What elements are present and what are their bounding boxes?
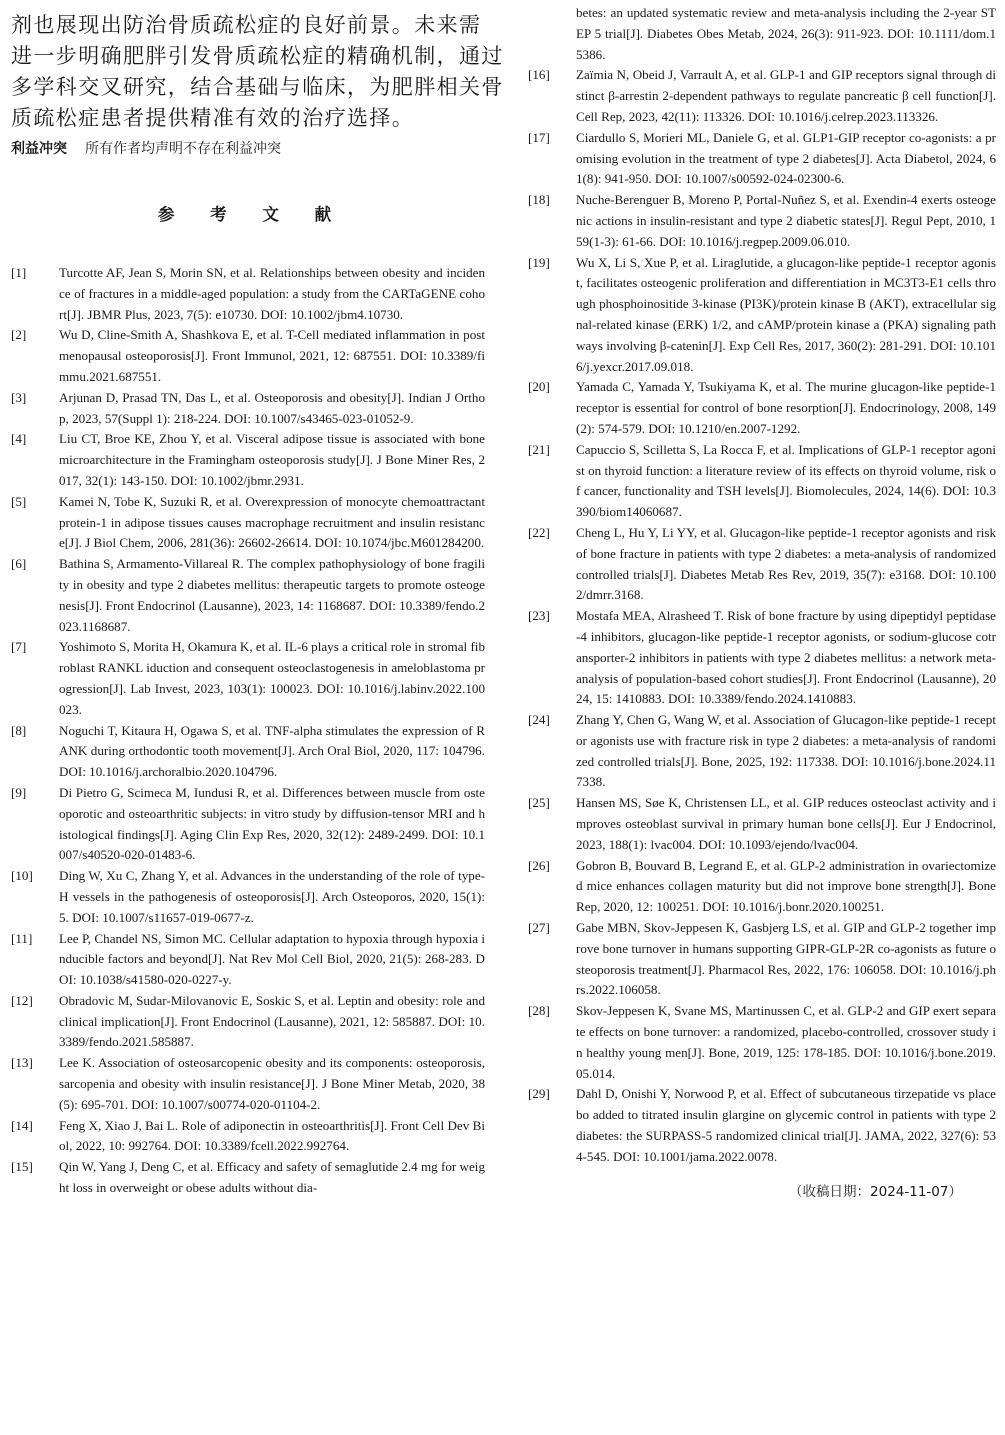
reference-item — [11, 721, 485, 783]
reference-text: Cheng L, Hu Y, Li YY, et al. Glucagon-like peptide-1 receptor agonists and risk of bone fracture in patients with type 2 diabetes: a meta-analysis of randomized controlled trials[J]. Diabetes Metab Res Rev, 2019, 35(7): e3168. DOI: 10.1002/dmrr.3168. — [576, 524, 996, 603]
reference-item — [528, 253, 996, 378]
reference-number: [18] — [528, 192, 550, 208]
reference-item — [11, 783, 485, 866]
reference-item — [528, 440, 996, 523]
reference-item — [528, 128, 996, 190]
reference-item — [528, 190, 996, 252]
reference-text: Capuccio S, Scilletta S, La Rocca F, et al. Implications of GLP-1 receptor agonist on thyroid function: a literature review of its effects on thyroid volume, risk of cancer, functionality and TSH levels[J]. Biomolecules, 2024, 14(6). DOI: 10.3390/biom14060687. — [576, 441, 996, 520]
reference-number: [12] — [11, 992, 33, 1008]
reference-item — [11, 429, 485, 491]
reference-item — [528, 65, 996, 127]
reference-number: [17] — [528, 129, 550, 145]
reference-number: [7] — [11, 639, 27, 655]
reference-text: Lee P, Chandel NS, Simon MC. Cellular adaptation to hypoxia through hypoxia inducible factors and beyond[J]. Nat Rev Mol Cell Biol, 2020, 21(5): 268-283. DOI: 10.1038/s41580-020-0227-y. — [59, 930, 485, 988]
reference-text: Mostafa MEA, Alrasheed T. Risk of bone fracture by using dipeptidyl peptidase-4 inhibitors, glucagon-like peptide-1 receptor agonists, or sodium-glucose cotransporter-2 inhibitors in patients with type 2 diabetes mellitus: a network meta-analysis of population-based cohort studies[J]. Front Endocrinol (Lausanne), 2024, 15: 1410883. DOI: 10.3389/fendo.2024.1410883. — [576, 608, 996, 707]
reference-text: Gobron B, Bouvard B, Legrand E, et al. GLP-2 administration in ovariectomized mice enhances collagen maturity but did not improve bone strength[J]. Bone Rep, 2020, 12: 100251. DOI: 10.1016/j.bonr.2020.100251. — [576, 857, 996, 915]
reference-number: [10] — [11, 868, 33, 884]
reference-text: Zaïmia N, Obeid J, Varrault A, et al. GLP-1 and GIP receptors signal through distinct β-arrestin 2-dependent pathways to regulate pancreatic β cell function[J]. Cell Rep, 2023, 42(11): 113326. DOI: 10.1016/j.celrep.2023.113326. — [576, 67, 996, 124]
reference-text: Noguchi T, Kitaura H, Ogawa S, et al. TNF-alpha stimulates the expression of RANK during orthodontic tooth movement[J]. Arch Oral Biol, 2020, 117: 104796. DOI: 10.1016/j.archoralbio.2020.104796. — [59, 722, 485, 780]
reference-text: Qin W, Yang J, Deng C, et al. Efficacy and safety of semaglutide 2.4 mg for weight loss in overweight or obese adults without dia- — [59, 1159, 485, 1196]
reference-number: [23] — [528, 608, 550, 624]
intro-line: 剂也展现出防治骨质疏松症的良好前景。未来需 — [11, 13, 482, 37]
reference-number: [6] — [11, 556, 27, 572]
reference-item — [11, 1053, 485, 1115]
reference-item — [11, 929, 485, 991]
reference-item — [528, 1084, 996, 1167]
conflict-of-interest — [11, 139, 485, 159]
conflict-of-interest-label: 利益冲突 — [11, 141, 67, 157]
references-heading: 参 考 文 献 — [157, 205, 347, 224]
reference-number: [3] — [11, 389, 27, 405]
reference-number: [1] — [11, 265, 27, 280]
reference-item — [528, 793, 996, 855]
reference-list-left — [11, 263, 485, 1199]
reference-text: Wu D, Cline-Smith A, Shashkova E, et al. T-Cell mediated inflammation in postmenopausal osteoporosis[J]. Front Immunol, 2021, 12: 687551. DOI: 10.3389/fimmu.2021.687551. — [59, 327, 485, 384]
reference-continuation: betes: an updated systematic review and meta-analysis including the 2-year STEP 5 trial[J]. Diabetes Obes Metab, 2024, 26(3): 911-923. DOI: 10.1111/dom.15386. — [576, 5, 996, 62]
right-column — [528, 0, 996, 1200]
reference-number: [22] — [528, 524, 550, 540]
reference-item — [11, 866, 485, 928]
conflict-of-interest-text: 所有作者均声明不存在利益冲突 — [85, 141, 281, 157]
reference-item — [11, 1157, 485, 1199]
reference-number: [25] — [528, 795, 550, 811]
reference-number: [15] — [11, 1159, 33, 1175]
reference-item — [528, 710, 996, 793]
reference-text: Nuche-Berenguer B, Moreno P, Portal-Nuñez S, et al. Exendin-4 exerts osteogenic actions in insulin-resistant and type 2 diabetic states[J]. Regul Pept, 2010, 159(1-3): 61-66. DOI: 10.1016/j.regpep.2009.06.010. — [576, 192, 996, 249]
intro-line: 质疏松症患者提供精准有效的治疗选择。 — [11, 106, 415, 130]
reference-item — [11, 388, 485, 430]
reference-number: [24] — [528, 712, 550, 728]
reference-text: Arjunan D, Prasad TN, Das L, et al. Osteoporosis and obesity[J]. Indian J Orthop, 2023, 57(Suppl 1): 218-224. DOI: 10.1007/s43465-023-01052-9. — [59, 389, 485, 426]
reference-item — [528, 918, 996, 1001]
reference-text: Yoshimoto S, Morita H, Okamura K, et al. IL-6 plays a critical role in stromal fibroblast RANKL iduction and consequent osteoclastogenesis in ameloblastoma progression[J]. Lab Invest, 2023, 103(1): 100023. DOI: 10.1016/j.labinv.2022.100023. — [59, 639, 485, 717]
reference-number: [8] — [11, 722, 27, 738]
reference-number: [28] — [528, 1003, 550, 1019]
reference-text: Gabe MBN, Skov-Jeppesen K, Gasbjerg LS, et al. GIP and GLP-2 together improve bone turnover in humans supporting GIPR-GLP-2R co-agonists as future osteoporosis treatment[J]. Pharmacol Res, 2022, 176: 106058. DOI: 10.1016/j.phrs.2022.106058. — [576, 920, 996, 998]
left-column — [11, 0, 504, 1199]
reference-list-right — [528, 65, 996, 1167]
reference-number: [2] — [11, 327, 27, 343]
reference-item — [11, 325, 485, 387]
reference-text: Turcotte AF, Jean S, Morin SN, et al. Relationships between obesity and incidence of fractures in a middle-aged population: a study from the CARTaGENE cohort[J]. JBMR Plus, 2023, 7(5): e10730. DOI: 10.1002/jbm4.10730. — [59, 265, 485, 322]
reference-item — [11, 263, 485, 325]
reference-text: Wu X, Li S, Xue P, et al. Liraglutide, a glucagon-like peptide-1 receptor agonist, facilitates osteogenic proliferation and differentiation in MC3T3-E1 cells through phosphoinositide 3-kinase (PI3K)/protein kinase B (AKT), extracellular signal-related kinase (ERK) 1/2, and cAMP/protein kinase a (PKA) signaling pathways involving β-catenin[J]. Exp Cell Res, 2017, 360(2): 281-291. DOI: 10.1016/j.yexcr.2017.09.018. — [576, 254, 996, 374]
reference-text: Zhang Y, Chen G, Wang W, et al. Association of Glucagon-like peptide-1 receptor agonists use with fracture risk in type 2 diabetes: a meta-analysis of randomized controlled trials[J]. Bone, 2025, 192: 117338. DOI: 10.1016/j.bone.2024.117338. — [576, 712, 996, 790]
reference-text: Hansen MS, Søe K, Christensen LL, et al. GIP reduces osteoclast activity and improves osteoblast survival in primary human bone cells[J]. Eur J Endocrinol, 2023, 188(1): lvac004. DOI: 10.1093/ejendo/lvac004. — [576, 795, 996, 852]
reference-text: Bathina S, Armamento-Villareal R. The complex pathophysiology of bone fragility in obesity and type 2 diabetes mellitus: therapeutic targets to promote osteogenesis[J]. Front Endocrinol (Lausanne), 2023, 14: 1168687. DOI: 10.3389/fendo.2023.1168687. — [59, 556, 485, 634]
reference-text: Obradovic M, Sudar-Milovanovic E, Soskic S, et al. Leptin and obesity: role and clinical implication[J]. Front Endocrinol (Lausanne), 2021, 12: 585887. DOI: 10.3389/fendo.2021.585887. — [59, 992, 485, 1050]
reference-number: [26] — [528, 857, 550, 873]
reference-number: [21] — [528, 441, 550, 457]
reference-number: [29] — [528, 1086, 550, 1102]
reference-number: [4] — [11, 431, 27, 447]
reference-item — [11, 492, 485, 554]
reference-item — [11, 1116, 485, 1158]
received-date: （收稿日期：2024-11-07） — [789, 1183, 962, 1200]
reference-item — [528, 606, 996, 710]
reference-text: Yamada C, Yamada Y, Tsukiyama K, et al. The murine glucagon-like peptide-1 receptor is essential for control of bone resorption[J]. Endocrinology, 2008, 149(2): 574-579. DOI: 10.1210/en.2007-1292. — [576, 379, 996, 436]
reference-text: Skov-Jeppesen K, Svane MS, Martinussen C, et al. GLP-2 and GIP exert separate effects on bone turnover: a randomized, placebo-controlled, crossover study in healthy young men[J]. Bone, 2019, 125: 178-185. DOI: 10.1016/j.bone.2019.05.014. — [576, 1003, 996, 1081]
reference-text: Kamei N, Tobe K, Suzuki R, et al. Overexpression of monocyte chemoattractant protein-1 in adipose tissues causes macrophage recruitment and insulin resistance[J]. J Biol Chem, 2006, 281(36): 26602-26614. DOI: 10.1074/jbc.M601284200. — [59, 493, 485, 551]
reference-text: Dahl D, Onishi Y, Norwood P, et al. Effect of subcutaneous tirzepatide vs placebo added to titrated insulin glargine on glycemic control in patients with type 2 diabetes: the SURPASS-5 randomized clinical trial[J]. JAMA, 2022, 327(6): 534-545. DOI: 10.1001/jama.2022.0078. — [576, 1086, 996, 1164]
reference-item — [528, 377, 996, 439]
reference-number: [14] — [11, 1117, 33, 1133]
intro-line: 多学科交叉研究，结合基础与临床，为肥胖相关骨 — [11, 75, 504, 99]
reference-number: [19] — [528, 254, 550, 270]
reference-number: [11] — [11, 930, 33, 946]
reference-item — [11, 637, 485, 720]
reference-item — [528, 1001, 996, 1084]
reference-text: Liu CT, Broe KE, Zhou Y, et al. Visceral adipose tissue is associated with bone microarchitecture in the Framingham osteoporosis study[J]. J Bone Miner Res, 2017, 32(1): 143-150. DOI: 10.1002/jbmr.2931. — [59, 431, 485, 488]
reference-number: [9] — [11, 784, 27, 800]
reference-text: Feng X, Xiao J, Bai L. Role of adiponectin in osteoarthritis[J]. Front Cell Dev Biol, 2022, 10: 992764. DOI: 10.3389/fcell.2022.992764. — [59, 1117, 485, 1154]
reference-number: [20] — [528, 379, 550, 395]
reference-item — [528, 856, 996, 918]
reference-text: Di Pietro G, Scimeca M, Iundusi R, et al. Differences between muscle from osteoporotic and osteoarthritic subjects: in vitro study by diffusion-tensor MRI and histological findings[J]. Aging Clin Exp Res, 2020, 32(12): 2489-2499. DOI: 10.1007/s40520-020-01483-6. — [59, 784, 485, 863]
reference-item — [11, 991, 485, 1053]
reference-number: [27] — [528, 920, 550, 936]
reference-text: Lee K. Association of osteosarcopenic obesity and its components: osteoporosis, sarcopenia and obesity with insulin resistance[J]. J Bone Miner Metab, 2020, 38(5): 695-701. DOI: 10.1007/s00774-020-01104-2. — [59, 1055, 485, 1112]
reference-text: Ciardullo S, Morieri ML, Daniele G, et al. GLP1-GIP receptor co-agonists: a promising evolution in the treatment of type 2 diabetes[J]. Acta Diabetol, 2024, 61(8): 941-950. DOI: 10.1007/s00592-024-02300-6. — [576, 129, 996, 187]
reference-number: [13] — [11, 1055, 33, 1071]
reference-item — [11, 554, 485, 637]
reference-number: [16] — [528, 67, 550, 83]
reference-text: Ding W, Xu C, Zhang Y, et al. Advances in the understanding of the role of type-H vessels in the pathogenesis of osteoporosis[J]. Arch Osteoporos, 2020, 15(1): 5. DOI: 10.1007/s11657-019-0677-z. — [59, 868, 485, 925]
intro-line: 进一步明确肥胖引发骨质疏松症的精确机制，通过 — [11, 44, 504, 68]
reference-item — [528, 523, 996, 606]
reference-number: [5] — [11, 493, 27, 509]
intro-paragraph — [11, 0, 504, 134]
